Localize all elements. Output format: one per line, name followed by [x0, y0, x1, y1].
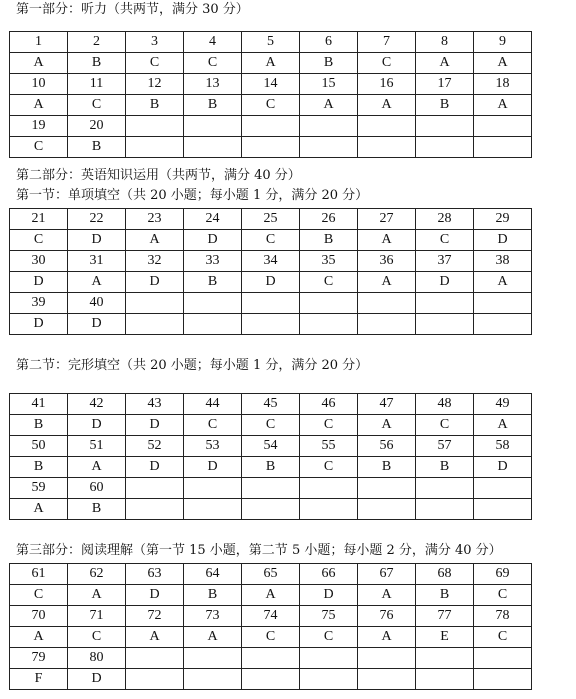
question-number-cell: 74 [242, 606, 300, 627]
question-number-cell: 28 [416, 209, 474, 230]
question-number-cell [300, 293, 358, 314]
question-number-row [10, 436, 532, 457]
question-number-row [10, 478, 532, 499]
answer-cell: A [358, 95, 416, 116]
answer-table-cloze [9, 393, 532, 520]
answer-row [10, 95, 532, 116]
question-number-cell: 79 [10, 648, 68, 669]
answer-cell [358, 314, 416, 335]
answer-cell: A [416, 53, 474, 74]
answer-row [10, 230, 532, 251]
question-number-row [10, 648, 532, 669]
answer-cell: A [68, 272, 126, 293]
answer-cell: A [10, 95, 68, 116]
answer-cell: A [474, 415, 532, 436]
question-number-cell: 60 [68, 478, 126, 499]
answer-cell: D [126, 415, 184, 436]
question-number-cell: 20 [68, 116, 126, 137]
question-number-cell: 23 [126, 209, 184, 230]
question-number-cell: 18 [474, 74, 532, 95]
question-number-cell: 55 [300, 436, 358, 457]
question-number-cell: 76 [358, 606, 416, 627]
answer-row [10, 53, 532, 74]
answer-cell: A [184, 627, 242, 648]
question-number-cell: 71 [68, 606, 126, 627]
question-number-row [10, 209, 532, 230]
question-number-row [10, 293, 532, 314]
question-number-cell: 26 [300, 209, 358, 230]
answer-cell [474, 137, 532, 158]
question-number-cell: 62 [68, 564, 126, 585]
answer-cell: C [474, 585, 532, 606]
answer-cell [358, 669, 416, 690]
answer-row [10, 272, 532, 293]
question-number-cell: 77 [416, 606, 474, 627]
answer-cell [126, 137, 184, 158]
question-number-cell: 47 [358, 394, 416, 415]
answer-table-reading [9, 563, 532, 690]
answer-cell: D [416, 272, 474, 293]
answer-cell: B [68, 499, 126, 520]
answer-cell: B [10, 415, 68, 436]
question-number-cell: 11 [68, 74, 126, 95]
answer-cell: D [300, 585, 358, 606]
question-number-cell: 3 [126, 32, 184, 53]
answer-cell: D [68, 230, 126, 251]
answer-cell: A [358, 272, 416, 293]
question-number-cell: 61 [10, 564, 68, 585]
question-number-cell: 49 [474, 394, 532, 415]
question-number-cell: 75 [300, 606, 358, 627]
answer-cell [184, 499, 242, 520]
answer-cell: A [300, 95, 358, 116]
question-number-cell [126, 648, 184, 669]
answer-cell [416, 314, 474, 335]
answer-row [10, 137, 532, 158]
answer-cell: B [10, 457, 68, 478]
question-number-cell: 42 [68, 394, 126, 415]
question-number-cell: 33 [184, 251, 242, 272]
answer-cell [300, 314, 358, 335]
question-number-cell [300, 116, 358, 137]
question-number-cell: 15 [300, 74, 358, 95]
answer-cell: C [68, 95, 126, 116]
subsection-heading-single-choice: 第一节：单项填空（共 20 小题；每小题 1 分，满分 20 分） [16, 188, 369, 203]
answer-cell: A [242, 585, 300, 606]
question-number-cell: 50 [10, 436, 68, 457]
question-number-cell: 12 [126, 74, 184, 95]
answer-cell: B [416, 457, 474, 478]
question-number-cell [242, 648, 300, 669]
question-number-cell: 21 [10, 209, 68, 230]
question-number-cell: 22 [68, 209, 126, 230]
question-number-cell: 69 [474, 564, 532, 585]
question-number-cell: 1 [10, 32, 68, 53]
answer-cell: A [358, 230, 416, 251]
answer-cell: A [358, 627, 416, 648]
answer-cell: D [184, 230, 242, 251]
question-number-cell: 73 [184, 606, 242, 627]
answer-cell: C [242, 415, 300, 436]
section-heading-part1: 第一部分：听力（共两节，满分 30 分） [16, 2, 249, 17]
question-number-cell: 27 [358, 209, 416, 230]
answer-cell [242, 314, 300, 335]
answer-cell: B [184, 272, 242, 293]
answer-cell: C [10, 585, 68, 606]
question-number-cell [474, 293, 532, 314]
answer-cell: B [184, 585, 242, 606]
question-number-cell: 31 [68, 251, 126, 272]
question-number-cell: 78 [474, 606, 532, 627]
question-number-cell [416, 648, 474, 669]
question-number-cell: 5 [242, 32, 300, 53]
answer-cell: D [68, 415, 126, 436]
question-number-cell: 32 [126, 251, 184, 272]
answer-cell: B [242, 457, 300, 478]
answer-cell: B [126, 95, 184, 116]
section-heading-part2: 第二部分：英语知识运用（共两节，满分 40 分） [16, 168, 301, 183]
answer-table-single-choice [9, 208, 532, 335]
question-number-cell [242, 116, 300, 137]
answer-row [10, 415, 532, 436]
subsection-heading-cloze: 第二节：完形填空（共 20 小题；每小题 1 分，满分 20 分） [16, 358, 369, 373]
question-number-cell [242, 293, 300, 314]
answer-cell: D [126, 457, 184, 478]
answer-cell: C [300, 272, 358, 293]
question-number-cell [358, 116, 416, 137]
answer-cell: D [126, 585, 184, 606]
answer-cell: A [68, 585, 126, 606]
answer-cell: D [242, 272, 300, 293]
answer-cell [242, 499, 300, 520]
answer-cell: C [242, 95, 300, 116]
answer-cell [474, 314, 532, 335]
answer-cell: C [242, 627, 300, 648]
answer-cell: C [184, 415, 242, 436]
answer-cell: C [184, 53, 242, 74]
answer-cell [416, 137, 474, 158]
answer-cell [358, 137, 416, 158]
answer-cell [300, 669, 358, 690]
answer-cell: B [300, 230, 358, 251]
question-number-cell [300, 648, 358, 669]
answer-cell: C [416, 230, 474, 251]
question-number-cell: 6 [300, 32, 358, 53]
answer-cell [184, 137, 242, 158]
answer-cell [126, 669, 184, 690]
question-number-cell: 41 [10, 394, 68, 415]
question-number-cell: 30 [10, 251, 68, 272]
answer-row [10, 457, 532, 478]
answer-cell [416, 499, 474, 520]
question-number-cell: 39 [10, 293, 68, 314]
answer-cell: A [10, 499, 68, 520]
question-number-cell: 19 [10, 116, 68, 137]
question-number-cell [300, 478, 358, 499]
question-number-cell: 57 [416, 436, 474, 457]
question-number-cell [184, 478, 242, 499]
answer-cell: B [68, 53, 126, 74]
question-number-cell [184, 648, 242, 669]
question-number-cell: 59 [10, 478, 68, 499]
question-number-cell: 14 [242, 74, 300, 95]
answer-cell: A [126, 627, 184, 648]
answer-cell: E [416, 627, 474, 648]
question-number-cell: 7 [358, 32, 416, 53]
question-number-cell: 13 [184, 74, 242, 95]
question-number-cell [242, 478, 300, 499]
answer-cell: D [68, 314, 126, 335]
question-number-cell: 54 [242, 436, 300, 457]
answer-cell: D [68, 669, 126, 690]
answer-cell: C [10, 137, 68, 158]
answer-cell: C [474, 627, 532, 648]
answer-row [10, 499, 532, 520]
answer-cell [242, 137, 300, 158]
question-number-cell: 45 [242, 394, 300, 415]
answer-cell [184, 669, 242, 690]
question-number-row [10, 394, 532, 415]
answer-cell: A [474, 272, 532, 293]
question-number-cell: 56 [358, 436, 416, 457]
question-number-cell: 17 [416, 74, 474, 95]
answer-cell: D [184, 457, 242, 478]
question-number-cell [358, 648, 416, 669]
answer-cell [416, 669, 474, 690]
question-number-cell [474, 116, 532, 137]
answer-cell: B [300, 53, 358, 74]
answer-cell [474, 669, 532, 690]
answer-cell [184, 314, 242, 335]
question-number-cell [474, 478, 532, 499]
answer-cell: D [474, 230, 532, 251]
answer-cell: B [416, 95, 474, 116]
question-number-cell [358, 478, 416, 499]
question-number-cell: 2 [68, 32, 126, 53]
question-number-row [10, 251, 532, 272]
question-number-cell: 38 [474, 251, 532, 272]
question-number-cell [416, 478, 474, 499]
question-number-cell: 40 [68, 293, 126, 314]
question-number-cell [184, 116, 242, 137]
answer-row [10, 627, 532, 648]
question-number-cell: 24 [184, 209, 242, 230]
answer-row [10, 669, 532, 690]
question-number-cell: 29 [474, 209, 532, 230]
question-number-cell: 53 [184, 436, 242, 457]
question-number-cell: 58 [474, 436, 532, 457]
answer-cell: C [10, 230, 68, 251]
answer-cell: A [126, 230, 184, 251]
question-number-cell [126, 116, 184, 137]
question-number-cell: 9 [474, 32, 532, 53]
answer-cell: A [358, 415, 416, 436]
question-number-cell: 10 [10, 74, 68, 95]
question-number-cell: 63 [126, 564, 184, 585]
answer-cell: B [184, 95, 242, 116]
question-number-cell [126, 478, 184, 499]
question-number-row [10, 32, 532, 53]
question-number-cell: 46 [300, 394, 358, 415]
answer-cell [300, 137, 358, 158]
question-number-cell: 4 [184, 32, 242, 53]
answer-cell: C [242, 230, 300, 251]
question-number-row [10, 606, 532, 627]
question-number-cell: 8 [416, 32, 474, 53]
question-number-cell: 34 [242, 251, 300, 272]
question-number-cell: 70 [10, 606, 68, 627]
answer-cell: C [300, 627, 358, 648]
answer-row [10, 585, 532, 606]
question-number-cell [358, 293, 416, 314]
answer-cell: A [10, 627, 68, 648]
answer-cell: F [10, 669, 68, 690]
question-number-cell: 35 [300, 251, 358, 272]
answer-cell: B [68, 137, 126, 158]
answer-cell: A [68, 457, 126, 478]
answer-cell [126, 499, 184, 520]
question-number-cell [126, 293, 184, 314]
question-number-cell: 80 [68, 648, 126, 669]
answer-table-part1 [9, 31, 532, 158]
answer-cell: D [474, 457, 532, 478]
answer-cell: B [358, 457, 416, 478]
answer-cell: D [10, 272, 68, 293]
question-number-cell: 52 [126, 436, 184, 457]
answer-cell: A [474, 53, 532, 74]
question-number-cell: 25 [242, 209, 300, 230]
answer-cell: A [474, 95, 532, 116]
question-number-cell: 43 [126, 394, 184, 415]
question-number-cell [184, 293, 242, 314]
question-number-cell: 37 [416, 251, 474, 272]
question-number-cell: 65 [242, 564, 300, 585]
question-number-row [10, 74, 532, 95]
question-number-cell: 36 [358, 251, 416, 272]
answer-cell: A [358, 585, 416, 606]
question-number-cell: 64 [184, 564, 242, 585]
answer-cell: D [10, 314, 68, 335]
answer-cell: C [416, 415, 474, 436]
answer-cell [242, 669, 300, 690]
answer-cell: C [126, 53, 184, 74]
answer-cell: C [300, 415, 358, 436]
answer-cell [474, 499, 532, 520]
question-number-cell: 66 [300, 564, 358, 585]
answer-row [10, 314, 532, 335]
question-number-cell: 48 [416, 394, 474, 415]
question-number-cell: 51 [68, 436, 126, 457]
answer-cell [358, 499, 416, 520]
question-number-cell: 67 [358, 564, 416, 585]
question-number-cell [416, 293, 474, 314]
answer-cell: C [358, 53, 416, 74]
question-number-cell: 44 [184, 394, 242, 415]
answer-cell: C [68, 627, 126, 648]
answer-cell [126, 314, 184, 335]
question-number-cell [416, 116, 474, 137]
question-number-row [10, 564, 532, 585]
question-number-cell: 72 [126, 606, 184, 627]
question-number-cell [474, 648, 532, 669]
answer-cell: A [242, 53, 300, 74]
answer-cell: B [416, 585, 474, 606]
section-heading-part3: 第三部分：阅读理解（第一节 15 小题，第二节 5 小题；每小题 2 分，满分 40 分） [16, 543, 502, 558]
answer-cell: D [126, 272, 184, 293]
question-number-cell: 16 [358, 74, 416, 95]
answer-cell [300, 499, 358, 520]
answer-cell: C [300, 457, 358, 478]
question-number-cell: 68 [416, 564, 474, 585]
question-number-row [10, 116, 532, 137]
answer-cell: A [10, 53, 68, 74]
